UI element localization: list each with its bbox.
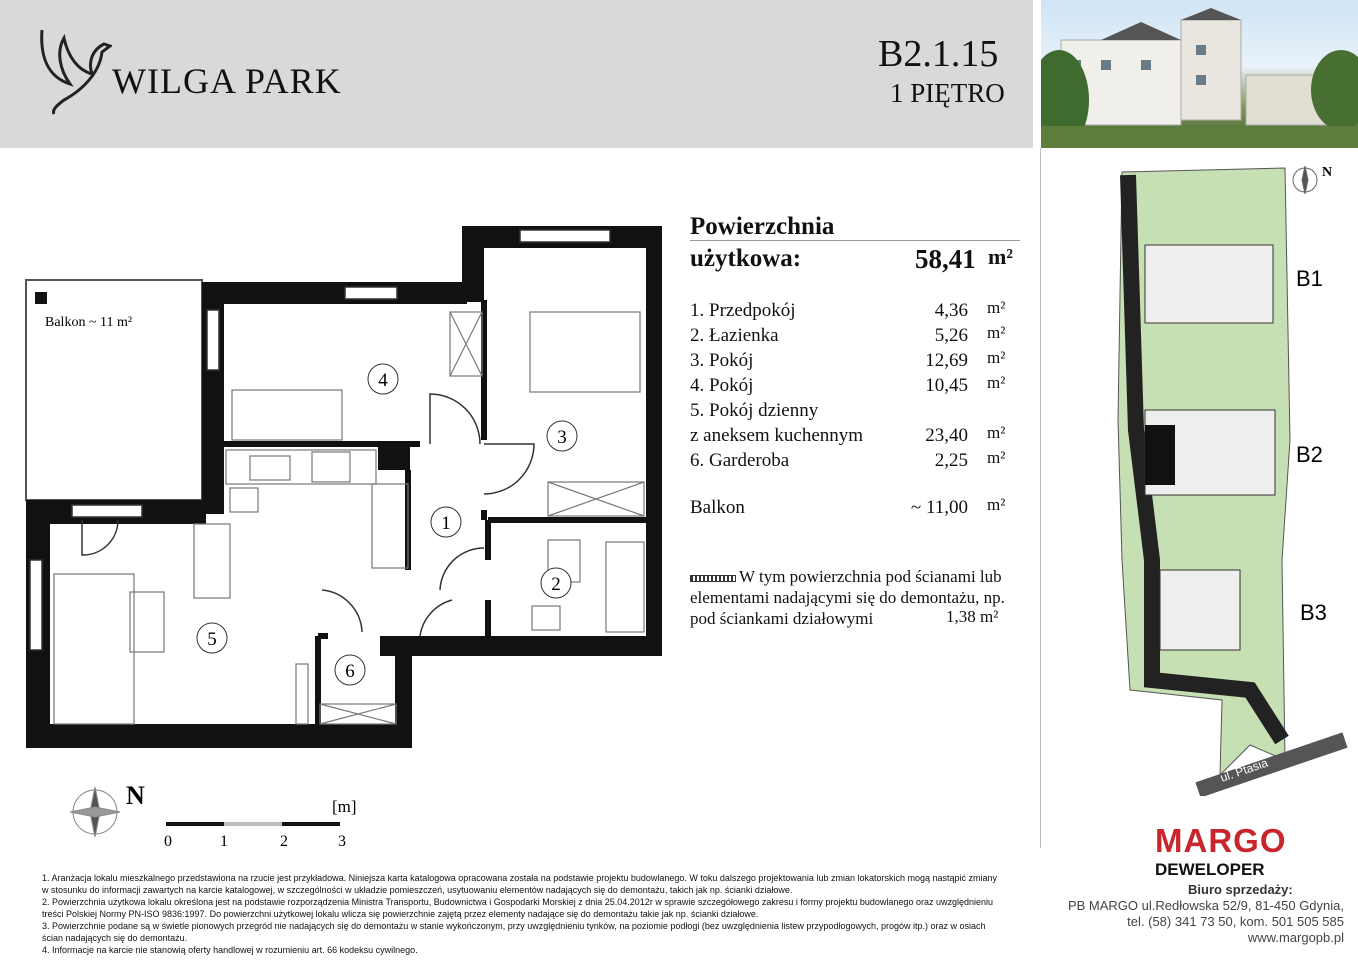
room-number-1 xyxy=(431,507,461,537)
room-name: 6. Garderoba xyxy=(690,450,790,471)
north-label: N xyxy=(126,781,145,810)
svg-text:2: 2 xyxy=(551,574,561,595)
footnotes xyxy=(42,872,1002,956)
divider-line xyxy=(1040,148,1041,848)
room-number-2 xyxy=(541,568,571,598)
room-name: z aneksem kuchennym xyxy=(690,425,864,446)
room-unit: m² xyxy=(987,323,1006,342)
sales-office-label: Biuro sprzedaży: xyxy=(1188,882,1293,897)
room-area: 4,36 xyxy=(934,300,968,321)
scale-tick: 0 xyxy=(164,833,172,850)
room-name: 2. Łazienka xyxy=(690,325,779,346)
scale-tick: 2 xyxy=(280,833,288,850)
svg-text:5: 5 xyxy=(207,629,217,650)
street-label: ul. Ptasia xyxy=(1218,755,1270,785)
room-area: ~ 11,00 xyxy=(910,497,968,518)
area-underline xyxy=(690,240,1020,241)
building-label-b3: B3 xyxy=(1300,600,1327,625)
building-label-b2: B2 xyxy=(1296,442,1323,467)
developer-address xyxy=(1024,898,1344,946)
scale-tick: 3 xyxy=(338,833,346,850)
room-unit: m² xyxy=(987,448,1006,467)
room-row xyxy=(690,400,1020,425)
balcony-label: Balkon ~ 11 m² xyxy=(45,315,133,330)
scale-tick: 1 xyxy=(220,833,228,850)
building-b2-highlight xyxy=(1145,425,1175,485)
balcony-marker xyxy=(35,292,47,304)
room-area: 23,40 xyxy=(925,425,968,446)
developer-sub: DEWELOPER xyxy=(1155,860,1265,879)
bird-logo-icon xyxy=(30,22,112,117)
compass-icon xyxy=(70,787,120,837)
note-line: elementami nadającymi się do demontażu, np. xyxy=(690,588,1005,607)
room-row xyxy=(690,300,1020,325)
unit-code: B2.1.15 xyxy=(878,33,999,75)
room-area: 5,26 xyxy=(934,325,968,346)
room-number-3 xyxy=(547,421,577,451)
area-title-line2: użytkowa: xyxy=(690,245,802,272)
brand-name: WILGA PARK xyxy=(112,61,342,101)
room-name: 4. Pokój xyxy=(690,375,754,396)
floor-label: 1 PIĘTRO xyxy=(890,78,1005,108)
footnote: 1. Aranżacja lokalu mieszkalnego przedstawiona na rzucie jest przykładowa. Niniejsza karta katalogowa opracowana została na podstawie projektu budowlanego. W toku dalszego projektowania lub zmian lokatorskich mogą nastąpić zmiany w stosunku do informacji zawartych na karcie katalogowej, w szczególności w układzie pomieszczeń, usytuowaniu elementów nadających się do demontażu, takich jak np. ścianki działowe. xyxy=(42,873,998,895)
room-row xyxy=(690,450,1020,475)
header-bar xyxy=(0,0,1033,148)
usable-area-title xyxy=(690,211,834,275)
room-unit: m² xyxy=(987,495,1006,514)
room-area: 2,25 xyxy=(934,450,968,471)
spacer xyxy=(690,475,1020,497)
room-name: 1. Przedpokój xyxy=(690,300,796,321)
room-name: 5. Pokój dzienny xyxy=(690,400,819,421)
balcony-row xyxy=(690,497,1020,522)
room-row xyxy=(690,375,1020,400)
building-render-photo xyxy=(1041,0,1358,148)
room-unit: m² xyxy=(987,423,1006,442)
note-line: W tym powierzchnia pod ścianami lub xyxy=(739,567,1002,586)
building-label-b1: B1 xyxy=(1296,266,1323,291)
room-row xyxy=(690,325,1020,350)
room-row xyxy=(690,350,1020,375)
room-row xyxy=(690,425,1020,450)
svg-text:6: 6 xyxy=(345,661,355,682)
room-name: 3. Pokój xyxy=(690,350,754,371)
balcony-outline xyxy=(26,280,202,500)
room-area: 10,45 xyxy=(925,375,968,396)
building-b3 xyxy=(1160,570,1240,650)
scale-bar xyxy=(60,780,380,860)
footnote: 2. Powierzchnia użytkowa lokalu określona jest na podstawie rozporządzenia Ministra Transportu, Budownictwa i Gospodarki Morskiej z dnia 25.04.2012r w sprawie szczegółowego zakresu i formy projektu budowlanego oraz uwzględnieniu treści Polskiej Normy PN-ISO 9836:1997. Do powierzchni użytkowej lokalu wlicza się powierzchnie zajętą przez elementy nadające się do demontażu takie jak np. ścianki działowe. xyxy=(42,897,993,919)
svg-text:1: 1 xyxy=(441,513,451,534)
scale-unit: [m] xyxy=(332,797,357,816)
room-unit: m² xyxy=(987,373,1006,392)
note-line: pod ściankami działowymi xyxy=(690,609,874,628)
usable-area-value: 58,41 xyxy=(915,244,976,274)
phone-line: tel. (58) 341 73 50, kom. 501 505 585 xyxy=(1127,914,1344,929)
svg-text:3: 3 xyxy=(557,427,567,448)
floor-plan xyxy=(0,150,680,760)
room-unit: m² xyxy=(987,298,1006,317)
usable-area-unit: m² xyxy=(988,244,1013,269)
site-plan xyxy=(1090,156,1350,796)
building-b1 xyxy=(1145,245,1273,323)
room-unit: m² xyxy=(987,348,1006,367)
developer-logo: MARGO xyxy=(1155,822,1287,859)
room-number-6 xyxy=(335,655,365,685)
address-line: PB MARGO ul.Redłowska 52/9, 81-450 Gdynia, xyxy=(1067,898,1344,913)
footnote: 4. Informacje na karcie nie stanowią oferty handlowej w rozumieniu art. 66 kodeksu cywilnego. xyxy=(42,945,418,955)
hatch-legend-icon xyxy=(690,575,736,582)
svg-text:4: 4 xyxy=(378,370,388,391)
site-compass-icon xyxy=(1293,166,1317,194)
room-number-5 xyxy=(197,623,227,653)
website-link[interactable]: www.margopb.pl xyxy=(1247,930,1344,945)
area-title-line1: Powierzchnia xyxy=(690,213,835,240)
room-number-4 xyxy=(368,364,398,394)
note-value: 1,38 m² xyxy=(946,607,999,626)
site-north: N xyxy=(1322,165,1333,180)
footnote: 3. Powierzchnie podane są w świetle pionowych przegród nie nadających się do demontażu w stanie wykończonym, przy uwzględnieniu tynków, na poziomie podłogi (bez uwzględnienia listew przypodłogowych, progów itp.) oraz w osiach ścian nadających się do demontażu. xyxy=(42,921,986,943)
room-list xyxy=(690,300,1020,522)
room-name: Balkon xyxy=(690,497,745,518)
room-area: 12,69 xyxy=(925,350,968,371)
